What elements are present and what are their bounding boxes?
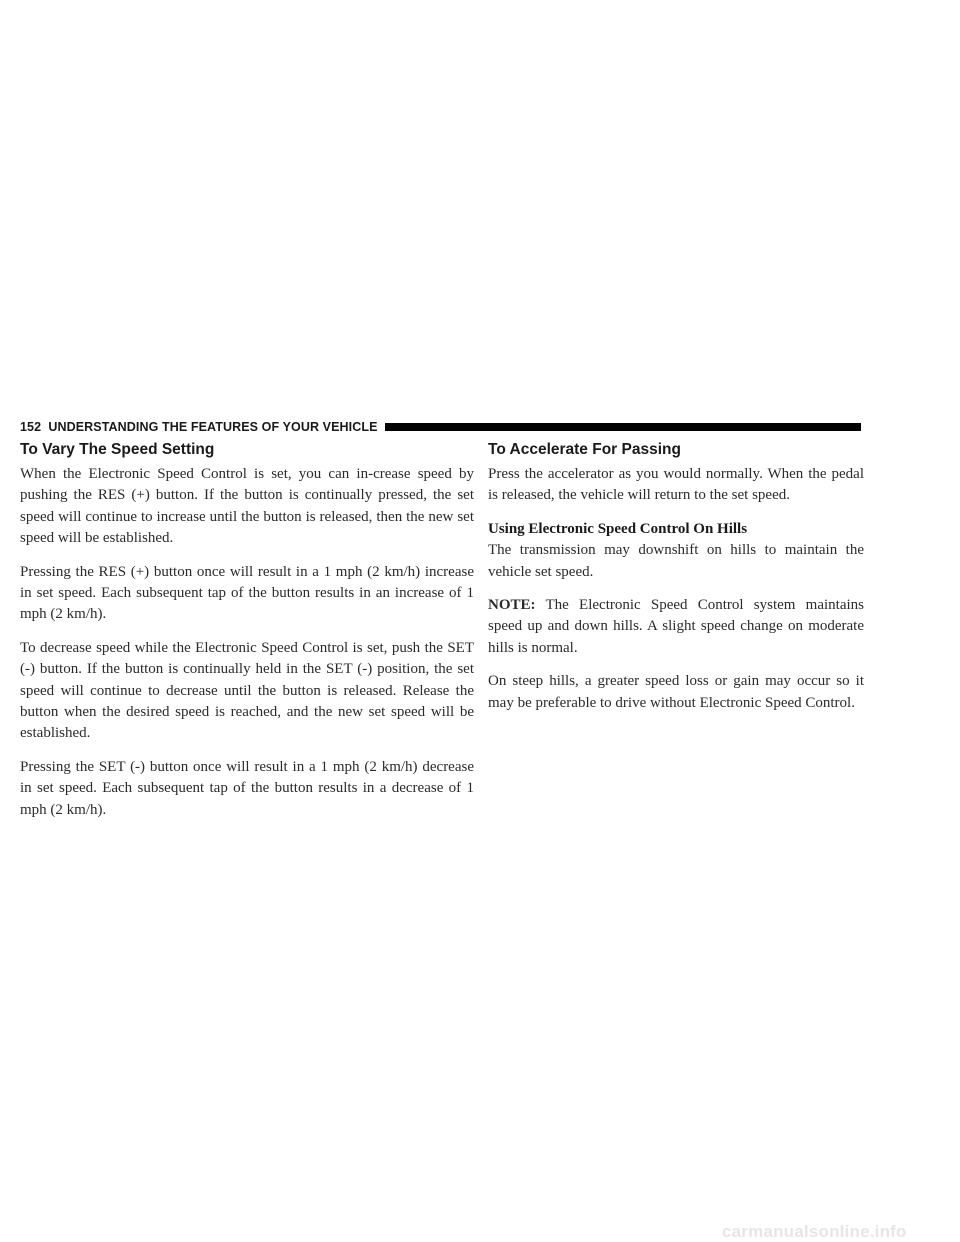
page-header (20, 417, 861, 437)
section-heading-accelerate: To Accelerate For Passing (488, 441, 681, 458)
watermark-logo: carmanualsonline.info (722, 1222, 907, 1241)
paragraph: When the Electronic Speed Control is set, you can in-crease speed by pushing the RES (+) button. If the button is continually pressed, the set speed will continue to increase until the button is released, then the new set speed will be established. (20, 466, 474, 547)
paragraph: Pressing the SET (-) button once will result in a 1 mph (2 km/h) decrease in set speed. Each subsequent tap of the button results in a decrease of 1 mph (2 km/h). (20, 758, 474, 818)
paragraph: The transmission may downshift on hills to maintain the vehicle set speed. (488, 542, 864, 580)
note-label: NOTE: (488, 597, 536, 614)
page-header-text (20, 420, 378, 434)
section-heading-vary-speed: To Vary The Speed Setting (20, 441, 215, 458)
paragraph: On steep hills, a greater speed loss or gain may occur so it may be preferable to drive without Electronic Speed Control. (488, 673, 864, 711)
note-paragraph (488, 595, 864, 659)
section-title: UNDERSTANDING THE FEATURES OF YOUR VEHICLE (48, 420, 378, 434)
note-text: The Electronic Speed Control system maintains speed up and down hills. A slight speed change on moderate hills is normal. (488, 597, 864, 656)
paragraph: Pressing the RES (+) button once will result in a 1 mph (2 km/h) increase in set speed. Each subsequent tap of the button results in an increase of 1 mph (2 km/h). (20, 563, 474, 623)
paragraph: Press the accelerator as you would normally. When the pedal is released, the vehicle will return to the set speed. (488, 466, 864, 504)
right-column (488, 441, 864, 726)
left-column (20, 441, 474, 833)
subheading-hills: Using Electronic Speed Control On Hills (488, 520, 748, 537)
page-number: 152 (20, 420, 42, 434)
paragraph: To decrease speed while the Electronic Speed Control is set, push the SET (-) button. If the button is continually held in the SET (-) position, the set speed will continue to decrease until the button is released. Release the button when the desired speed is reached, and the new set speed will be established. (20, 639, 474, 742)
header-rule (385, 423, 861, 431)
